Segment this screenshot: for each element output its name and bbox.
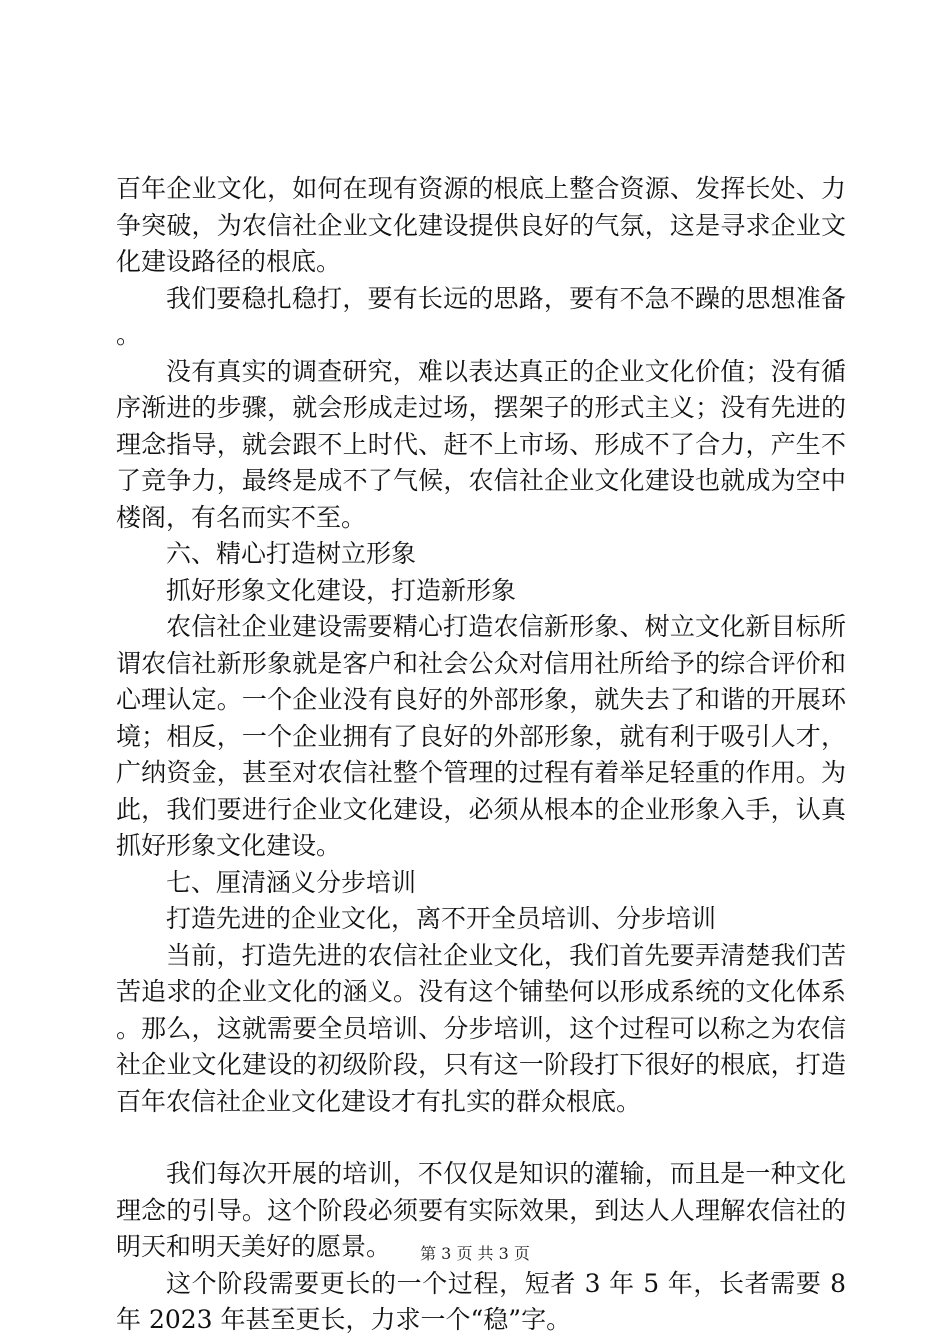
paragraph-training-guidance: 我们每次开展的培训，不仅仅是知识的灌输，而且是一种文化理念的引导。这个阶段必须要有实际效果，到达人人理解农信社的明天和明天美好的愿景。 bbox=[116, 1159, 846, 1261]
subheading-image-building: 抓好形象文化建设，打造新形象 bbox=[166, 575, 517, 605]
paragraph-image-culture: 农信社企业建设需要精心打造农信新形象、树立文化新目标所谓农信社新形象就是客户和社会公众对信用社所给予的综合评价和心理认定。一个企业没有良好的外部形象，就失去了和谐的开展环境；相反，一个企业拥有了良好的外部形象，就有利于吸引人才，广纳资金，甚至对农信社整个管理的过程有着举足轻重的作用。为此，我们要进行企业文化建设，必须从根本的企业形象入手，认真抓好形象文化建设。 bbox=[116, 612, 846, 860]
subheading-training: 打造先进的企业文化，离不开全员培训、分步培训 bbox=[166, 904, 717, 933]
section-heading-six: 六、精心打造树立形象 bbox=[166, 539, 417, 568]
paragraph-long-process: 这个阶段需要更长的一个过程，短者 3 年 5 年，长者需要 8 年 2023 年甚至更长，力求一个“稳”字。 bbox=[116, 1268, 846, 1334]
paragraph-research: 没有真实的调查研究，难以表达真正的企业文化价值；没有循序渐进的步骤，就会形成走过场，摆架子的形式主义；没有先进的理念指导，就会跟不上时代、赶不上市场、形成不了合力，产生不了竞争力，最终是成不了气候，农信社企业文化建设也就成为空中楼阁，有名而实不至。 bbox=[116, 356, 846, 532]
page-footer: 第 3 页 共 3 页 bbox=[420, 1244, 530, 1263]
paragraph-steady-approach: 我们要稳扎稳打，要有长远的思路，要有不急不躁的思想准备。 bbox=[116, 283, 846, 349]
section-heading-seven: 七、厘清涵义分步培训 bbox=[166, 867, 417, 897]
paragraph-continuation: 百年企业文化，如何在现有资源的根底上整合资源、发挥长处、力争突破，为农信社企业文化建设提供良好的气氛，这是寻求企业文化建设路径的根底。 bbox=[116, 174, 846, 276]
paragraph-training-meaning: 当前，打造先进的农信社企业文化，我们首先要弄清楚我们苦苦追求的企业文化的涵义。没有这个铺垫何以形成系统的文化体系。那么，这就需要全员培训、分步培训，这个过程可以称之为农信社企业文化建设的初级阶段，只有这一阶段打下很好的根底，打造百年农信社企业文化建设才有扎实的群众根底。 bbox=[116, 940, 846, 1116]
document-body bbox=[116, 171, 846, 1339]
